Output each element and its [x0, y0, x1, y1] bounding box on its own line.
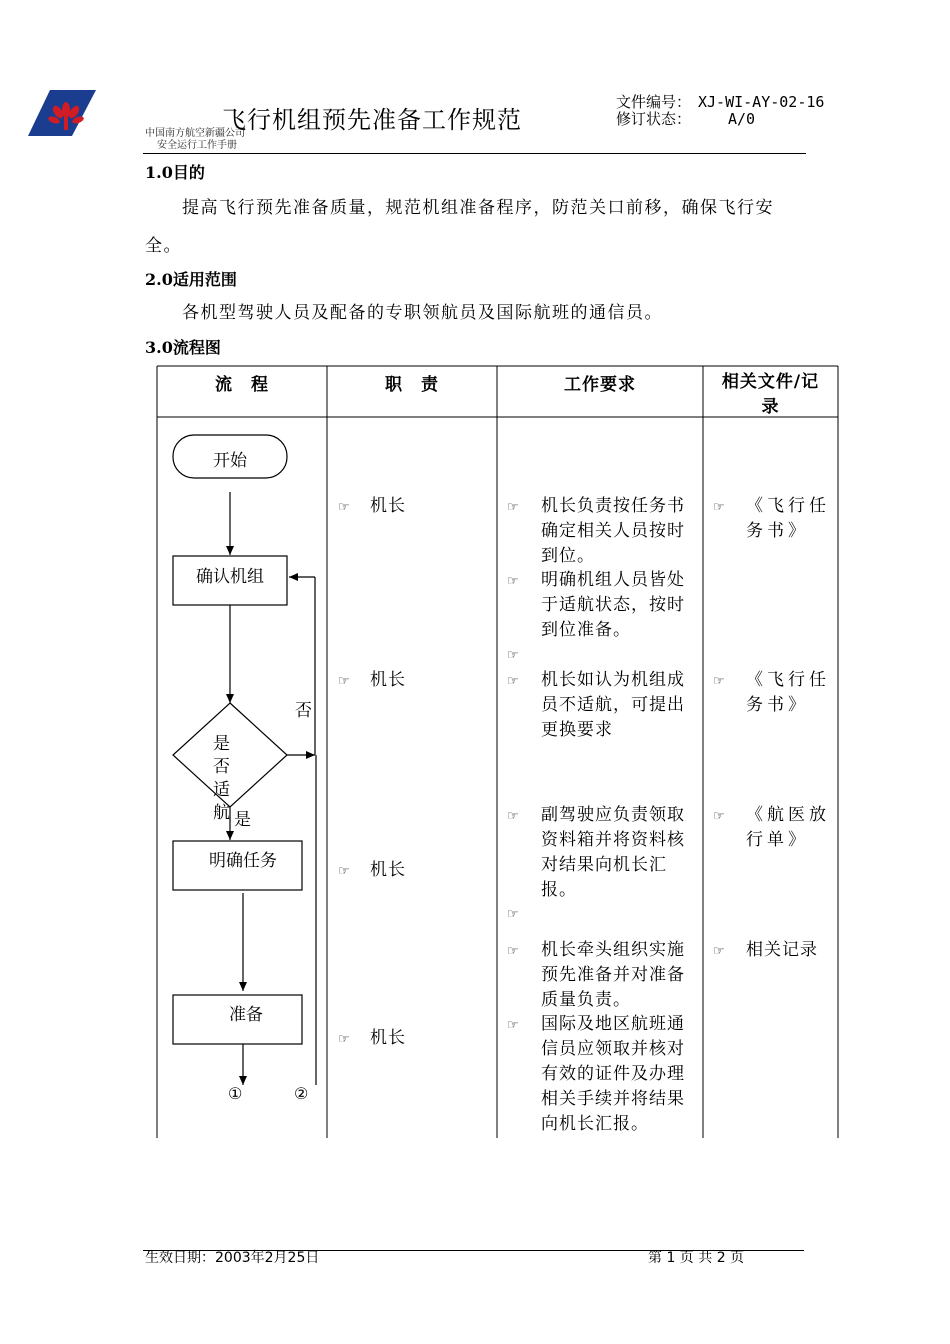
req-bullet-5: ☞	[507, 944, 519, 959]
flow-decision-node	[173, 703, 287, 807]
req-bullet-empty-2: ☞	[507, 907, 519, 922]
req-bullet-1: ☞	[507, 500, 519, 515]
duty-bullet-1: ☞	[338, 500, 350, 515]
requirement-2-line: 到位准备。	[541, 620, 631, 640]
req-bullet-4: ☞	[507, 809, 519, 824]
requirement-6-line: 向机长汇报。	[541, 1114, 649, 1134]
requirement-3-line: 机长如认为机组成	[541, 670, 685, 690]
scope-heading: 2.0适用范围	[145, 270, 237, 289]
requirement-2	[541, 568, 685, 643]
flow-yes-label: 是	[234, 810, 251, 830]
requirement-3-line: 更换要求	[541, 720, 613, 740]
requirement-2-line: 于适航状态，按时	[541, 595, 685, 615]
related-doc-1-line: 务书》	[746, 521, 809, 541]
related-doc-1	[746, 494, 830, 544]
requirement-3	[541, 668, 685, 743]
flow-connector-2: ②	[294, 1084, 309, 1103]
requirement-4	[541, 803, 685, 903]
requirement-4-line: 对结果向机长汇	[541, 855, 667, 875]
duty-3: 机长	[370, 860, 406, 880]
scope-text: 各机型驾驶人员及配备的专职领航员及国际航班的通信员。	[182, 303, 663, 323]
doc-bullet-3: ☞	[713, 809, 725, 824]
flow-prepare-label: 准备	[229, 1005, 263, 1025]
requirement-5	[541, 938, 685, 1013]
column-header-documents-line1: 相关文件/记	[721, 372, 820, 392]
requirement-6-line: 信员应领取并核对	[541, 1039, 685, 1059]
doc-bullet-4: ☞	[713, 944, 725, 959]
effective-date: 生效日期：2003年2月25日	[145, 1250, 320, 1266]
requirement-1-line: 机长负责按任务书	[541, 496, 685, 516]
duty-1: 机长	[370, 496, 406, 516]
related-doc-2-line: 《飞行任	[746, 670, 830, 690]
requirement-5-line: 质量负责。	[541, 990, 631, 1010]
duty-bullet-3: ☞	[338, 864, 350, 879]
req-bullet-6: ☞	[507, 1018, 519, 1033]
company-name: 中国南方航空新疆公司	[145, 128, 245, 139]
related-doc-2	[746, 668, 830, 718]
column-header-duty: 职 责	[385, 375, 439, 395]
column-header-documents-line2: 录	[761, 397, 780, 417]
flow-start-label: 开始	[213, 451, 247, 471]
duty-4: 机长	[370, 1028, 406, 1048]
doc-number-label: 文件编号：	[616, 93, 692, 111]
flow-task-label: 明确任务	[209, 851, 277, 871]
duty-2: 机长	[370, 670, 406, 690]
flow-decision-label	[213, 733, 230, 825]
decision-char-4: 航	[213, 803, 230, 823]
requirement-4-line: 报。	[541, 880, 577, 900]
doc-bullet-2: ☞	[713, 674, 725, 689]
requirement-6-line: 国际及地区航班通	[541, 1014, 685, 1034]
purpose-text-line1: 提高飞行预先准备质量，规范机组准备程序，防范关口前移，确保飞行安	[182, 198, 774, 218]
duty-bullet-4: ☞	[338, 1032, 350, 1047]
flow-no-label: 否	[295, 701, 312, 721]
flow-heading: 3.0流程图	[145, 338, 221, 357]
requirement-1-line: 确定相关人员按时	[541, 521, 685, 541]
manual-name: 安全运行工作手册	[157, 140, 237, 151]
revision-label: 修订状态：	[616, 110, 692, 128]
requirement-3-line: 员不适航，可提出	[541, 695, 685, 715]
related-doc-1-line: 《飞行任	[746, 496, 830, 516]
decision-char-2: 否	[213, 757, 230, 777]
requirement-4-line: 资料箱并将资料核	[541, 830, 685, 850]
related-doc-3	[746, 803, 830, 853]
related-doc-3-line: 《航医放	[746, 805, 830, 825]
doc-bullet-1: ☞	[713, 500, 725, 515]
purpose-heading: 1.0目的	[145, 163, 205, 182]
page-number: 第 1 页 共 2 页	[648, 1250, 745, 1266]
column-header-requirements: 工作要求	[564, 375, 636, 395]
req-bullet-empty-1: ☞	[507, 648, 519, 663]
related-doc-4: 相关记录	[746, 940, 818, 960]
req-bullet-2: ☞	[507, 574, 519, 589]
requirement-4-line: 副驾驶应负责领取	[541, 805, 685, 825]
requirement-6-line: 有效的证件及办理	[541, 1064, 685, 1084]
purpose-text-line2: 全。	[145, 236, 182, 256]
requirement-2-line: 明确机组人员皆处	[541, 570, 685, 590]
flow-connector-1: ①	[228, 1084, 243, 1103]
requirement-6	[541, 1012, 685, 1137]
req-bullet-3: ☞	[507, 674, 519, 689]
decision-char-1: 是	[213, 734, 230, 754]
duty-bullet-2: ☞	[338, 674, 350, 689]
doc-number: XJ-WI-AY-02-16	[698, 93, 825, 111]
page-title: 飞行机组预先准备工作规范	[222, 106, 522, 134]
related-doc-3-line: 行单》	[746, 830, 809, 850]
requirement-1	[541, 494, 685, 569]
flow-confirm-label: 确认机组	[196, 567, 264, 587]
requirement-5-line: 预先准备并对准备	[541, 965, 685, 985]
requirement-5-line: 机长牵头组织实施	[541, 940, 685, 960]
decision-char-3: 适	[213, 780, 230, 800]
related-doc-2-line: 务书》	[746, 695, 809, 715]
requirement-6-line: 相关手续并将结果	[541, 1089, 685, 1109]
revision-status: A/0	[728, 110, 756, 128]
requirement-1-line: 到位。	[541, 546, 595, 566]
column-header-process: 流 程	[215, 375, 269, 395]
